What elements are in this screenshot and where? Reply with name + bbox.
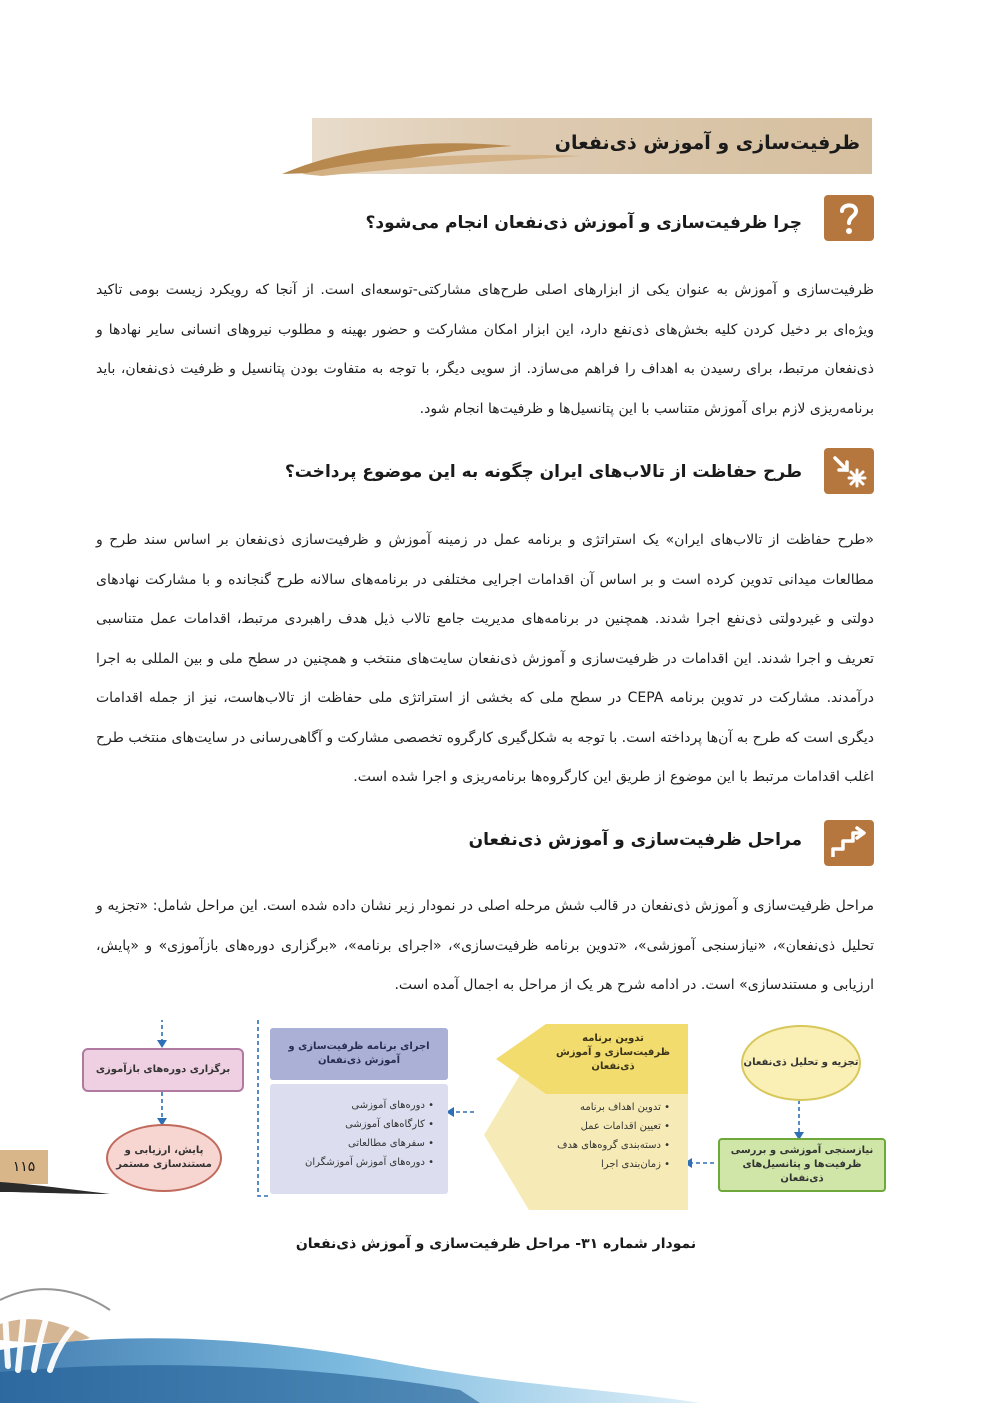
stage-planning-list [548,1098,670,1174]
list-item: • کارگاه‌های آموزشی [284,1115,434,1134]
list-item: • دسته‌بندی گروه‌های هدف [548,1136,670,1155]
list-item: • دوره‌های آموزش آموزشگران [284,1153,434,1172]
chapter-title: ظرفیت‌سازی و آموزش ذی‌نفعان [554,132,860,154]
list-item: • تدوین اهداف برنامه [548,1098,670,1117]
list-item: • تعیین اقدامات عمل [548,1117,670,1136]
arrow-to-star-icon [824,448,874,494]
list-item: • سفرهای مطالعاتی [284,1134,434,1153]
stage-needs-assessment: نیازسنجی آموزشی و بررسی ظرفیت‌ها و پتانسیل‌های ذی‌نفعان [718,1138,886,1192]
page-number: ۱۱۵ [0,1150,48,1184]
section-heading-why: چرا ظرفیت‌سازی و آموزش ذی‌نفعان انجام می‌شود؟ [365,213,802,233]
stairs-arrow-icon [824,820,874,866]
list-item: • زمان‌بندی اجرا [548,1155,670,1174]
section-heading-project: طرح حفاظت از تالاب‌های ایران چگونه به این موضوع پرداخت؟ [284,462,802,482]
wetland-reeds-decoration [0,1240,992,1403]
section-heading-stages: مراحل ظرفیت‌سازی و آموزش ذی‌نفعان [468,830,802,850]
question-mark-icon [824,195,874,241]
stage-implementation-title: اجرای برنامه ظرفیت‌سازی و آموزش ذی‌نفعان [270,1028,448,1080]
paragraph-stages: مراحل ظرفیت‌سازی و آموزش ذی‌نفعان در قالب شش مرحله اصلی در نمودار زیر نشان داده شده است. این مراحل شامل: «تجزیه و تحلیل ذی‌نفعان»، «نیازسنجی آموزشی»، «تدوین برنامه ظرفیت‌سازی»، «اجرای برنامه»، «برگزاری دوره‌های بازآموزی» و «پایش، ارزیابی و مستندسازی» است. در ادامه شرح هر یک از مراحل به اجمال آمده است. [96,898,874,993]
paragraph-why: ظرفیت‌سازی و آموزش به عنوان یکی از ابزارهای اصلی طرح‌های مشارکتی-توسعه‌ای است. از آنجا که رویکرد زیست بومی تاکید ویژه‌ای بر دخیل کردن کلیه بخش‌های ذی‌نفع دارد، این ابزار امکان مشارکت و حضور بهینه و مطلوب نیروهای انسانی سایر نهادها و ذی‌نفعان مرتبط، برای رسیدن به اهداف را فراهم می‌سازد. از سویی دیگر، با توجه به متفاوت بودن پتانسیل و ظرفیت ذی‌نفعان، باید برنامه‌ریزی لازم برای آموزش متناسب با این پتانسیل‌ها و ظرفیت‌ها انجام شود. [96,282,874,417]
capacity-building-stages-diagram [78,1020,890,1220]
list-item: • دوره‌های آموزشی [284,1096,434,1115]
stage-monitoring: پایش، ارزیابی و مستندسازی مستمر [106,1124,222,1192]
stage-implementation-list [284,1096,434,1172]
stage-refresher-courses: برگزاری دوره‌های بازآموزی [82,1048,244,1092]
diagram-caption: نمودار شماره ۳۱- مراحل ظرفیت‌سازی و آموزش ذی‌نفعان [295,1236,697,1252]
page-tab-decoration [0,1180,110,1196]
stage-planning-title: تدوین برنامه ظرفیت‌سازی و آموزش ذی‌نفعان [556,1033,670,1072]
stage-analysis: تجزیه و تحلیل ذی‌نفعان [741,1025,861,1101]
paragraph-project: «طرح حفاظت از تالاب‌های ایران» یک استراتژی و برنامه عمل در زمینه آموزش و ظرفیت‌سازی ذی‌نفعان بر اساس سند طرح و مطالعات میدانی تدوین کرده است و بر اساس آن اقدامات اجرایی مختلفی در برنامه‌های سالانه طرح گنجانده و با مشارکت نهادهای دولتی و غیردولتی ذی‌نفع اجرا شدند. همچنین در برنامه‌های مدیریت جامع تالاب ذیل هدف راهبردی مرتبط، اقدامات عمل متناسبی تعریف و اجرا شدند. این اقدامات در ظرفیت‌سازی و آموزش ذی‌نفعان سایت‌های منتخب و همچنین در سطح ملی و بین المللی به اجرا درآمدند. مشارکت در تدوین برنامه CEPA در سطح ملی که بخشی از استراتژی ملی حفاظت از تالاب‌هاست، نیز از جمله اقدامات دیگری است که طرح به آن‌ها پرداخته است. با توجه به شکل‌گیری کارگروه تخصصی مشارکت و آگاهی‌رسانی در سایت‌های منتخب طرح اغلب اقدامات مرتبط با این موضوع از طریق این کارگروه‌ها برنامه‌ریزی و اجرا شده است. [96,532,874,785]
